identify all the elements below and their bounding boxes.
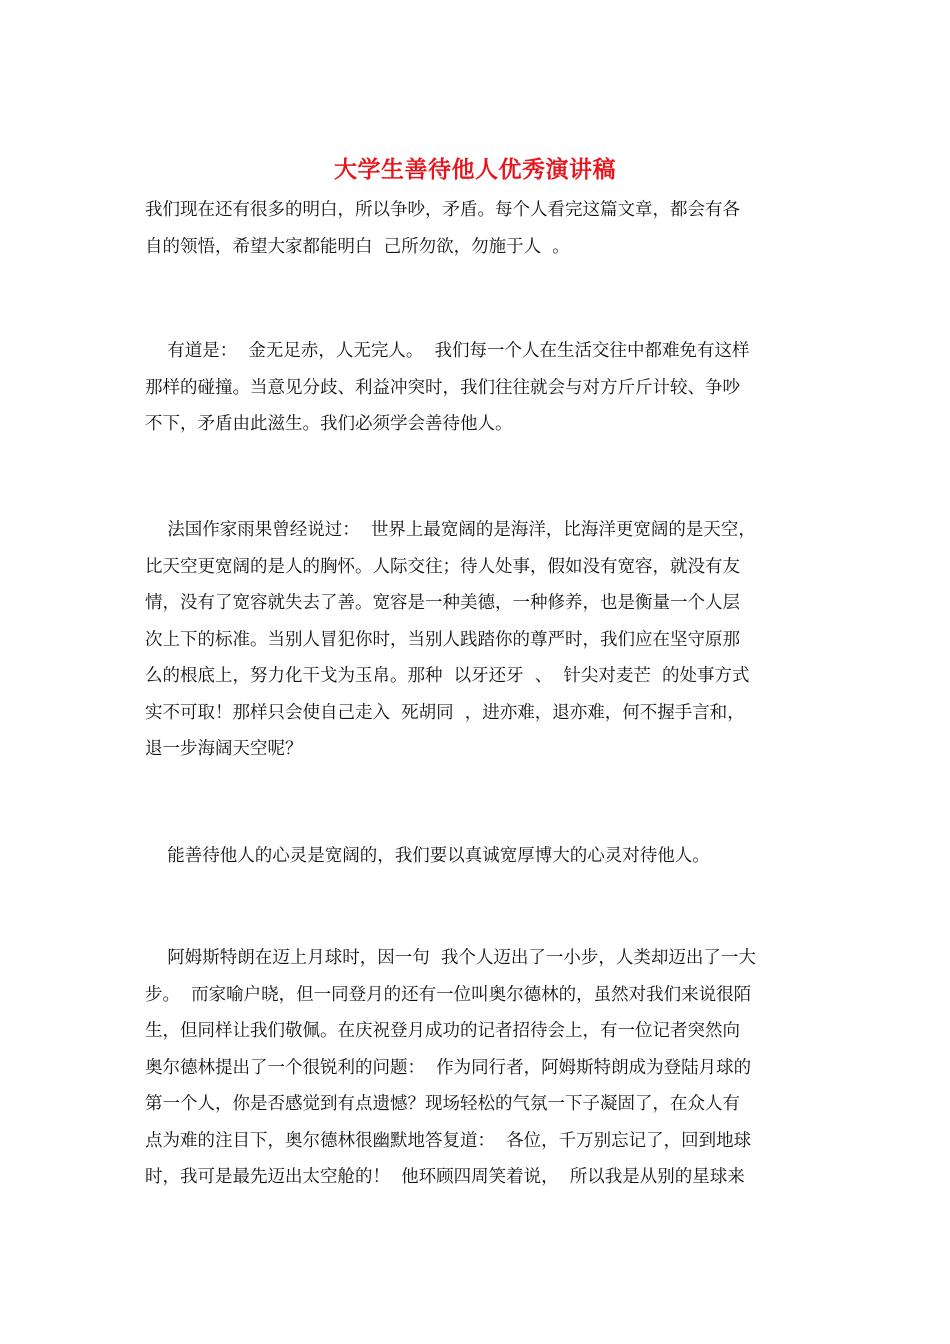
paragraph-line: 阿姆斯特朗在迈上月球时，因一句 我个人迈出了一小步，人类却迈出了一大 xyxy=(145,948,756,968)
paragraph-line: 情，没有了宽容就失去了善。宽容是一种美德，一种修养，也是衡量一个人层 xyxy=(145,593,740,613)
paragraph-armstrong xyxy=(145,940,809,1196)
paragraph-heart xyxy=(145,838,809,875)
paragraph-line: 生，但同样让我们敬佩。在庆祝登月成功的记者招待会上，有一位记者突然向 xyxy=(145,1021,740,1041)
paragraph-line: 退一步海阔天空呢？ xyxy=(145,739,303,759)
paragraph-proverb xyxy=(145,333,809,443)
paragraph-line: 点为难的注目下，奥尔德林很幽默地答复道： 各位，千万别忘记了，回到地球 xyxy=(145,1130,752,1151)
paragraph-line: 次上下的标准。当别人冒犯你时，当别人践踏你的尊严时，我们应在坚守原那 xyxy=(145,629,740,650)
paragraph-line: 实不可取！那样只会使自己走入 死胡同 ，进亦难，退亦难，何不握手言和， xyxy=(145,702,745,723)
paragraph-line: 么的根底上，努力化干戈为玉帛。那种 以牙还牙 、 针尖对麦芒 的处事方式 xyxy=(145,666,750,686)
paragraph-hugo xyxy=(145,512,809,768)
paragraph-line: 那样的碰撞。当意见分歧、利益冲突时，我们往往就会与对方斤斤计较、争吵 xyxy=(145,377,740,398)
paragraph-line: 不下，矛盾由此滋生。我们必须学会善待他人。 xyxy=(145,414,513,434)
paragraph-line: 自的领悟，希望大家都能明白 己所勿欲，勿施于人 。 xyxy=(145,236,570,257)
paragraph-line: 比天空更宽阔的是人的胸怀。人际交往；待人处事，假如没有宽容，就没有友 xyxy=(145,556,740,577)
paragraph-intro xyxy=(145,192,809,265)
paragraph-line: 奥尔德林提出了一个很锐利的问题： 作为同行者，阿姆斯特朗成为登陆月球的 xyxy=(145,1057,752,1078)
paragraph-line: 法国作家雨果曾经说过： 世界上最宽阔的是海洋，比海洋更宽阔的是天空， xyxy=(145,520,756,540)
paragraph-line: 能善待他人的心灵是宽阔的，我们要以真诚宽厚博大的心灵对待他人。 xyxy=(145,846,710,866)
paragraph-line: 步。 而家喻户晓，但一同登月的还有一位叫奥尔德林的，虽然对我们来说很陌 xyxy=(145,984,752,1005)
paragraph-line: 有道是： 金无足赤，人无完人。 我们每一个人在生活交往中都难免有这样 xyxy=(145,341,750,361)
paragraph-line: 时，我可是最先迈出太空舱的！ 他环顾四周笑着说， 所以我是从别的星球来 xyxy=(145,1167,745,1187)
document-title: 大学生善待他人优秀演讲稿 xyxy=(334,156,616,183)
paragraph-line: 第一个人，你是否感觉到有点遗憾？现场轻松的气氛一下子凝固了，在众人有 xyxy=(145,1094,740,1114)
paragraph-line: 我们现在还有很多的明白，所以争吵，矛盾。每个人看完这篇文章，都会有各 xyxy=(145,200,740,220)
